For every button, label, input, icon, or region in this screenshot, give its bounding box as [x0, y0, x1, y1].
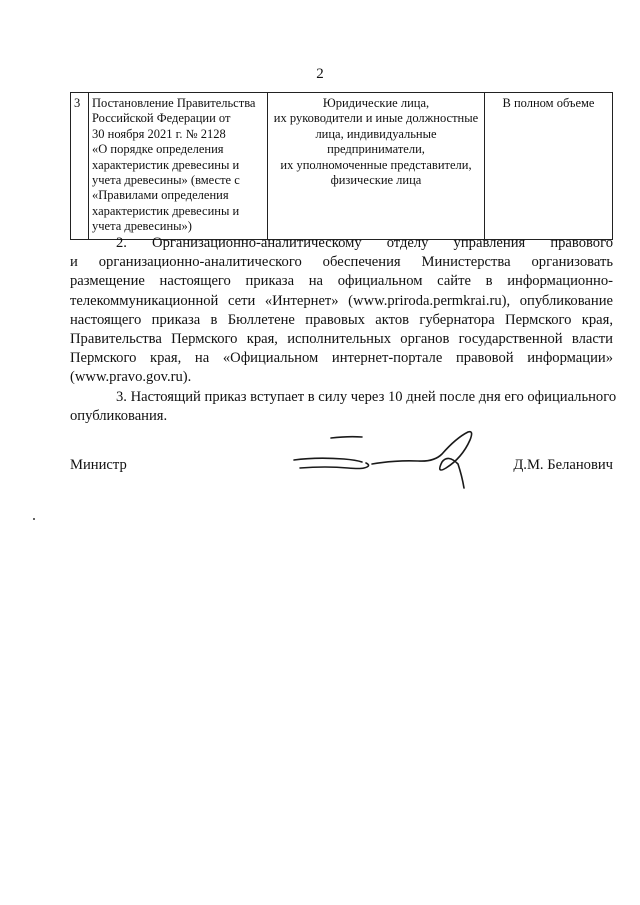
scan-speck	[33, 518, 35, 520]
paragraph-line: опубликования.	[70, 408, 168, 425]
document-line: «О порядке определения	[92, 142, 224, 157]
paragraph-line: Пермского края, на «Официальном интернет-портале правовой информации»	[70, 350, 613, 367]
paragraph-3	[70, 388, 617, 426]
paragraph-line: настоящего приказа в Бюллетене правовых актов губернатора Пермского края,	[70, 311, 613, 328]
paragraph-2	[70, 234, 613, 388]
paragraph-line: (www.pravo.gov.ru).	[70, 369, 192, 386]
paragraph-line: телекоммуникационной сети «Интернет» (www.priroda.permkrai.ru), опубликование	[70, 292, 613, 309]
table-row	[71, 93, 613, 240]
document-line: учета древесины»)	[92, 219, 192, 234]
paragraph-line: и организационно-аналитического обеспечения Министерства организовать	[70, 254, 613, 271]
document-line: характеристик древесины и	[92, 157, 240, 172]
scope-cell: В полном объеме	[485, 93, 613, 240]
paragraph-line: 2. Организационно-аналитическому отделу управления правового	[116, 235, 613, 251]
subjects-line: предприниматели,	[327, 142, 425, 157]
signer-name: Д.М. Беланович	[513, 457, 613, 473]
document-line: учета древесины» (вместе с	[92, 173, 240, 188]
page-number: 2	[316, 66, 324, 82]
paragraph-line: размещение настоящего приказа на официальном сайте в информационно-	[70, 273, 613, 290]
document-line: Российской Федерации от	[92, 111, 231, 126]
subjects-line: их руководители и иные должностные	[273, 111, 479, 126]
document-line: 30 ноября 2021 г. № 2128	[92, 126, 226, 141]
paragraph-line: Правительства Пермского края, исполнительных органов государственной власти	[70, 331, 613, 348]
documents-table	[70, 92, 613, 240]
subjects-line: лица, индивидуальные	[315, 126, 437, 141]
subjects-cell	[268, 93, 485, 240]
handwritten-signature	[286, 424, 476, 494]
paragraph-line: 3. Настоящий приказ вступает в силу через 10 дней после дня его официального	[116, 389, 617, 405]
subjects-line: Юридические лица,	[322, 96, 430, 110]
document-line: «Правилами определения	[92, 188, 229, 203]
subjects-line: их уполномоченные представители,	[280, 157, 472, 172]
subjects-line: физические лица	[330, 173, 422, 188]
document-line: Постановление Правительства	[92, 96, 256, 110]
document-cell	[89, 93, 268, 240]
document-line: характеристик древесины и	[92, 203, 240, 218]
position-title: Министр	[70, 457, 127, 473]
row-number: 3	[71, 93, 89, 240]
